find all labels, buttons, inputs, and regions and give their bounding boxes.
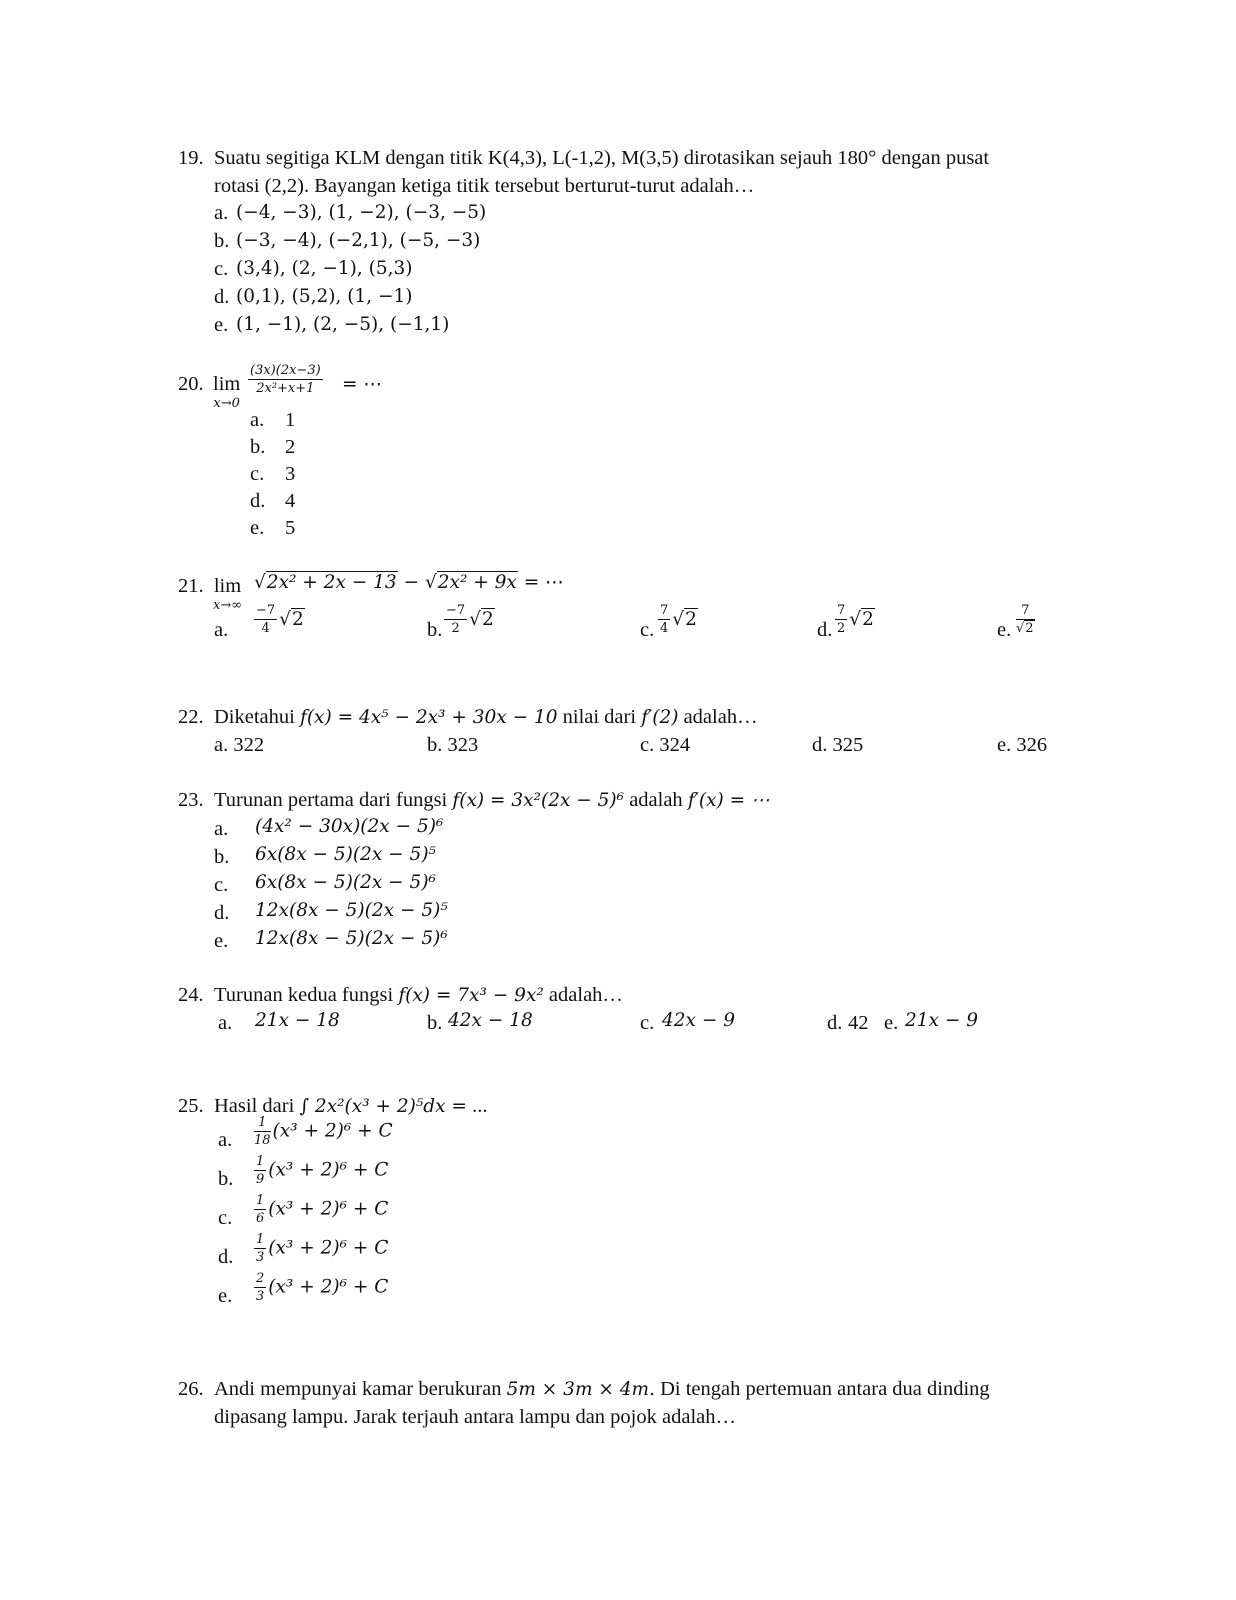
option-label: e. — [997, 619, 1012, 641]
option-value: $\frac{1}{18}$ (x³ + 2)⁶ + C — [254, 1115, 393, 1148]
option-label: b. — [427, 619, 443, 641]
minus-sign: − — [403, 572, 420, 593]
square-root: √2x² + 9x — [424, 572, 517, 593]
question-text: Hasil dari ∫ 2x²(x³ + 2)⁵dx = ... — [214, 1095, 488, 1117]
question-number: 26. — [178, 1378, 204, 1400]
option-label: d. — [214, 902, 230, 924]
equals-ellipsis: = ⋯ — [342, 374, 382, 395]
option-value: 42x − 18 — [448, 1010, 533, 1031]
fraction-denominator: 2x²+x+1 — [256, 381, 315, 396]
option-value: 42x − 9 — [662, 1010, 736, 1031]
integral-expression: ∫ 2x²(x³ + 2)⁵dx = — [299, 1096, 467, 1117]
option-label: a. — [250, 409, 265, 431]
limit-expression — [254, 574, 564, 593]
option-value: (4x² − 30x)(2x − 5)⁶ — [255, 816, 444, 837]
option-value: $\frac{1}{9}$ (x³ + 2)⁶ + C — [256, 1154, 389, 1187]
option-value: $\frac{1}{6}$ (x³ + 2)⁶ + C — [256, 1193, 389, 1226]
option-label: a. — [214, 619, 229, 641]
option-value: 21x − 18 — [255, 1010, 340, 1031]
option-label: a. — [214, 818, 229, 840]
equals-ellipsis: = ⋯ — [523, 572, 564, 593]
option-value: 12x(8x − 5)(2x − 5)⁶ — [255, 928, 448, 949]
question-number: 24. — [178, 984, 204, 1006]
question-text: Andi mempunyai kamar berukuran 5m × 3m × 4m. Di tengah pertemuan antara dua dinding — [214, 1378, 990, 1400]
question-text: Suatu segitiga KLM dengan titik K(4,3), L(-1,2), M(3,5) dirotasikan sejauh 180° dengan pusat — [214, 147, 990, 169]
option-label: b. — [214, 230, 230, 252]
function-expression: f(x) = 7x³ − 9x² — [398, 985, 544, 1006]
question-text: Turunan kedua fungsi f(x) = 7x³ − 9x² adalah… — [214, 984, 623, 1006]
question-text: dipasang lampu. Jarak terjauh antara lampu dan pojok adalah… — [214, 1406, 736, 1428]
option-value: $\frac{1}{3}$ (x³ + 2)⁶ + C — [256, 1232, 389, 1265]
option-label: e. — [214, 314, 229, 336]
option-label: d. — [817, 619, 833, 641]
square-root: √2x² + 2x − 13 — [254, 572, 397, 593]
option-label: d. — [250, 490, 266, 512]
option-label: b. — [214, 846, 230, 868]
option-label: c. — [214, 258, 229, 280]
option-value: $\frac{7}{4}$ √2 — [660, 603, 697, 636]
question-number: 23. — [178, 789, 204, 811]
option-label: d. — [827, 1012, 843, 1034]
option-value: 21x − 9 — [905, 1010, 979, 1031]
function-expression: f(x) = 3x²(2x − 5)⁶ — [452, 790, 625, 811]
question-number: 21. — [178, 575, 204, 597]
option: d. 325 — [812, 734, 864, 756]
option-value: $\frac{-7}{4}$ √2 — [256, 603, 304, 636]
option-value: (3,4), (2, −1), (5,3) — [236, 258, 413, 279]
option: e. 326 — [997, 734, 1048, 756]
option-label: e. — [250, 517, 265, 539]
limit-operator — [213, 576, 242, 612]
option: b. 323 — [427, 734, 479, 756]
question-number: 20. — [178, 373, 204, 395]
derivative-expression: f′(x) = ⋯ — [687, 790, 770, 811]
option-label: a. — [214, 202, 229, 224]
option-label: b. — [250, 436, 266, 458]
option-label: c. — [250, 463, 265, 485]
option: c. 324 — [640, 734, 691, 756]
question-text: Diketahui f(x) = 4x⁵ − 2x³ + 30x − 10 nilai dari f′(2) adalah… — [214, 706, 758, 728]
option-label: c. — [640, 619, 655, 641]
option-label: b. — [218, 1168, 234, 1190]
limit-subscript: x→∞ — [213, 597, 243, 613]
option-value: 4 — [285, 490, 296, 512]
option-value: $\frac{2}{3}$ (x³ + 2)⁶ + C — [256, 1271, 389, 1304]
option-label: c. — [640, 1012, 655, 1034]
question-number: 25. — [178, 1095, 204, 1117]
option-label: d. — [214, 286, 230, 308]
option-value: 6x(8x − 5)(2x − 5)⁵ — [255, 844, 436, 865]
option-value: 6x(8x − 5)(2x − 5)⁶ — [255, 872, 436, 893]
option-value: (−3, −4), (−2,1), (−5, −3) — [236, 230, 481, 251]
dimension-expression: 5m × 3m × 4m. — [506, 1379, 655, 1400]
option-label: b. — [427, 1012, 443, 1034]
option-label: e. — [214, 930, 229, 952]
option-value: $\frac{7}{2}$ √2 — [837, 603, 874, 636]
limit-word: lim — [213, 575, 242, 597]
limit-operator — [213, 374, 240, 410]
option-label: a. — [218, 1012, 233, 1034]
limit-word: lim — [213, 373, 241, 395]
question-number: 19. — [178, 147, 204, 169]
fraction-numerator: (3x)(2x−3) — [250, 363, 321, 378]
radicand: 2x² + 9x — [437, 572, 517, 593]
option-value: 42 — [848, 1012, 869, 1034]
option-value: $\frac{7}{√2}$ — [1016, 603, 1034, 636]
option-value: 1 — [285, 409, 296, 431]
option-value: 12x(8x − 5)(2x − 5)⁵ — [255, 900, 448, 921]
derivative-expression: f′(2) — [641, 707, 679, 728]
option-value: 5 — [285, 517, 296, 539]
option-value: (1, −1), (2, −5), (−1,1) — [236, 314, 450, 335]
option-label: d. — [218, 1246, 234, 1268]
option-value: 2 — [285, 436, 296, 458]
radicand: 2x² + 2x − 13 — [266, 572, 397, 593]
question-number: 22. — [178, 706, 204, 728]
question-text: rotasi (2,2). Bayangan ketiga titik tersebut berturut-turut adalah… — [214, 175, 755, 197]
option-label: e. — [218, 1285, 233, 1307]
function-expression: f(x) = 4x⁵ − 2x³ + 30x − 10 — [299, 707, 558, 728]
option-label: e. — [884, 1012, 899, 1034]
option-value: $\frac{-7}{2}$ √2 — [446, 603, 494, 636]
option-value: (−4, −3), (1, −2), (−3, −5) — [236, 202, 487, 223]
option-label: c. — [214, 874, 229, 896]
limit-fraction — [248, 364, 323, 395]
option-label: a. — [218, 1129, 233, 1151]
option-value: (0,1), (5,2), (1, −1) — [236, 286, 413, 307]
option-label: c. — [218, 1207, 233, 1229]
question-text: Turunan pertama dari fungsi f(x) = 3x²(2x − 5)⁶ adalah f′(x) = ⋯ — [214, 789, 770, 811]
option: a. 322 — [214, 734, 265, 756]
limit-subscript: x→0 — [213, 395, 240, 411]
option-value: 3 — [285, 463, 296, 485]
